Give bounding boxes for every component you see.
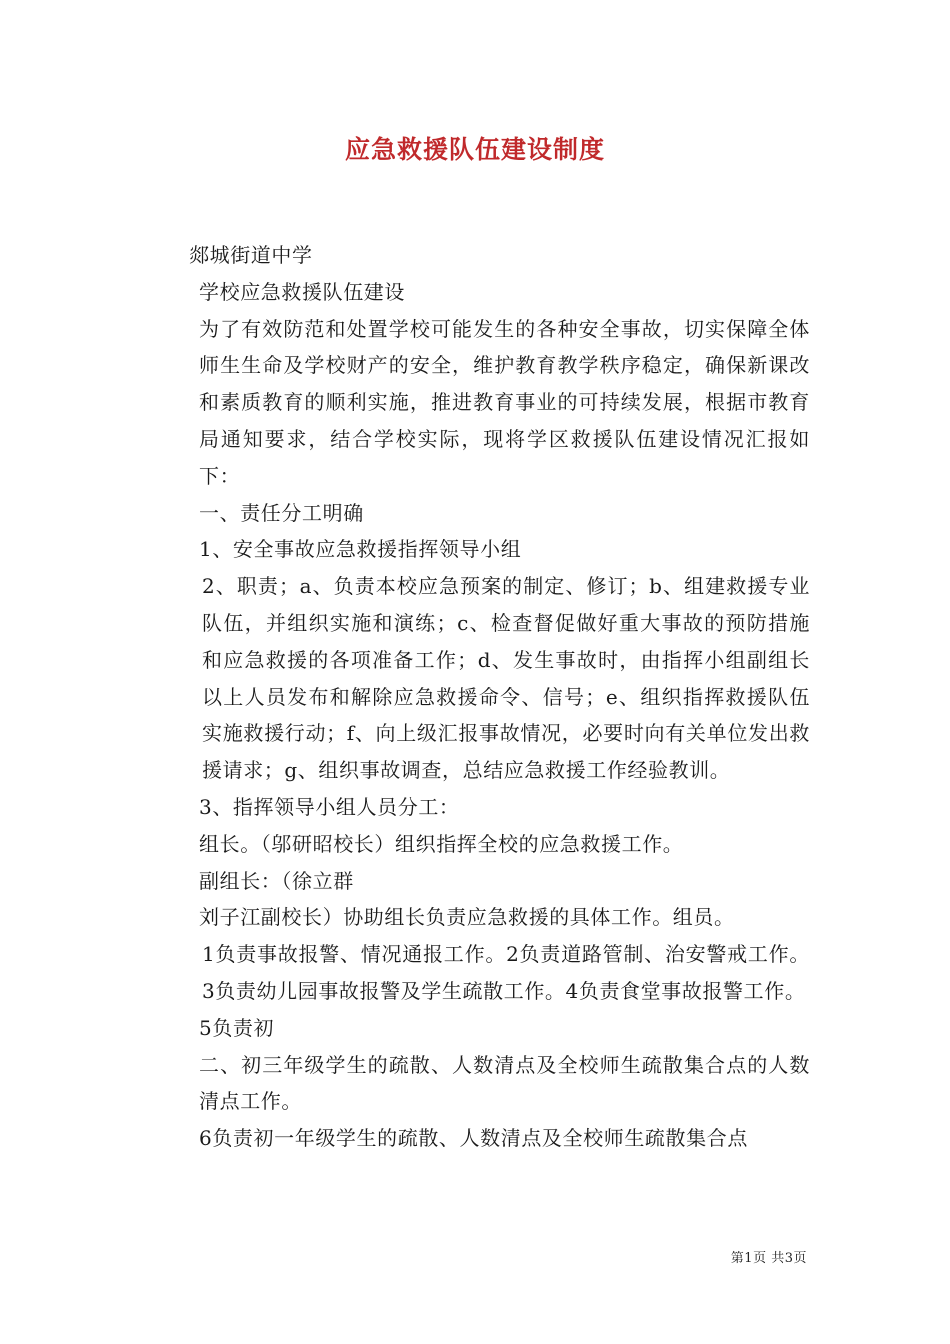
list-item-1: 1、安全事故应急救援指挥领导小组 xyxy=(199,537,522,562)
page-mid-text: 页 共 xyxy=(753,1251,785,1266)
page-prefix: 第 xyxy=(730,1251,745,1266)
school-name: 郯城街道中学 xyxy=(189,243,313,267)
page-suffix: 页 xyxy=(793,1251,807,1266)
members-paragraph: 1负责事故报警、情况通报工作。2负责道路管制、治安警戒工作。3负责幼儿园事故报警及学生疏散工作。4负责食堂事故报警工作。 xyxy=(202,942,810,1003)
member-5-paragraph: 5负责初 xyxy=(199,1015,275,1040)
section-heading-2: 二、初三年级学生的疏散、人数清点及全校师生疏散集合点的人数清点工作。 xyxy=(199,1052,810,1114)
subtitle-paragraph: 学校应急救援队伍建设 xyxy=(199,279,405,304)
list-item-2-duties: 2、职责；a、负责本校应急预案的制定、修订；b、组建救援专业队伍，并组织实施和演练；c、检查督促做好重大事故的预防措施和应急救援的各项准备工作；d、发生事故时，由指挥小组副组长以上人员发布和解除应急救援命令、信号；e、组织指挥救援队伍实施救援行动；f、向上级汇报事故情况，必要时向有关单位发出救援请求；g、组织事故调查，总结应急救援工作经验教训。 xyxy=(202,574,810,783)
deputy-continued-paragraph: 刘子江副校长）协助组长负责应急救援的具体工作。组员。 xyxy=(199,905,735,930)
intro-paragraph: 为了有效防范和处置学校可能发生的各种安全事故，切实保障全体师生生命及学校财产的安全，维护教育教学秩序稳定，确保新课改和素质教育的顺利实施，推进教育事业的可持续发展，根据市教育局通知要求，结合学校实际，现将学区救援队伍建设情况汇报如下： xyxy=(199,316,810,488)
deputy-paragraph: 副组长：（徐立群 xyxy=(199,868,354,893)
total-pages-number: 3 xyxy=(784,1251,794,1266)
section-heading-1: 一、责任分工明确 xyxy=(199,500,364,525)
page-number-footer xyxy=(731,1247,807,1266)
document-title: 应急救援队伍建设制度 xyxy=(344,135,605,164)
document-body xyxy=(144,237,810,1157)
leader-paragraph: 组长。（邬研昭校长）组织指挥全校的应急救援工作。 xyxy=(199,831,684,856)
member-6-paragraph: 6负责初一年级学生的疏散、人数清点及全校师生疏散集合点 xyxy=(199,1126,748,1151)
list-item-3: 3、指挥领导小组人员分工： xyxy=(199,794,460,819)
current-page-number: 1 xyxy=(744,1251,754,1266)
